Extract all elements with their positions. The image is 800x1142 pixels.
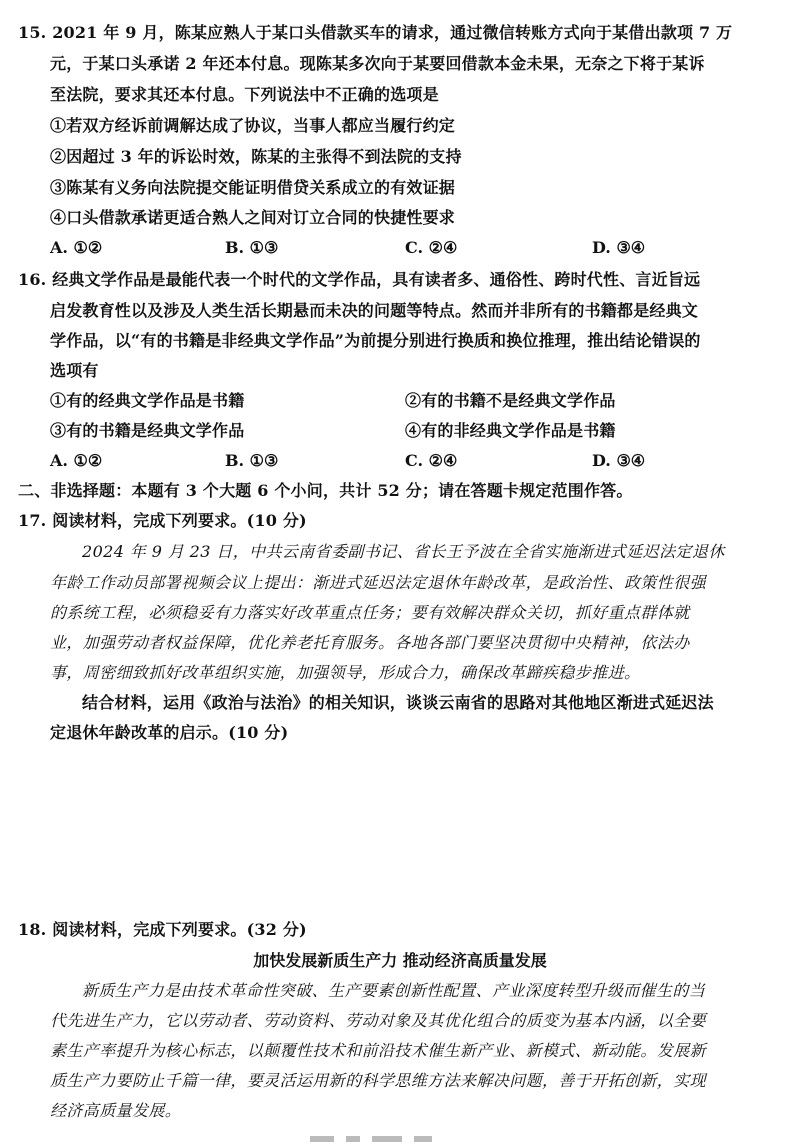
- q15-statement-4: ④口头借款承诺更适合熟人之间对订立合同的快捷性要求: [50, 208, 456, 227]
- q16-option-b: B. ①③: [225, 451, 279, 470]
- q17-question-line-1: 结合材料，运用《政治与法治》的相关知识，谈谈云南省的思路对其他地区渐进式延迟法: [82, 693, 714, 712]
- q17-title: 17. 阅读材料，完成下列要求。(10 分): [18, 511, 307, 530]
- q18-material-line-4: 质生产力要防止千篇一律，要灵活运用新的科学思维方法来解决问题，善于开拓创新，实现: [50, 1071, 707, 1090]
- q17-material-line-1: 2024 年 9 月 23 日，中共云南省委副书记、省长王予波在全省实施渐进式延迟法定退休: [82, 542, 725, 561]
- page-footer-fragment: [310, 1128, 460, 1142]
- q15-option-c: C. ②④: [405, 238, 458, 257]
- q16-stem-line-4: 选项有: [50, 361, 99, 380]
- q18-material-line-3: 素生产率提升为核心标志，以颠覆性技术和前沿技术催生新产业、新模式、新动能。发展新: [50, 1041, 707, 1060]
- q18-title: 18. 阅读材料，完成下列要求。(32 分): [18, 920, 307, 939]
- q16-option-a: A. ①②: [50, 451, 103, 470]
- q16-option-c: C. ②④: [405, 451, 458, 470]
- q15-statement-2: ②因超过 3 年的诉讼时效，陈某的主张得不到法院的支持: [50, 147, 462, 166]
- q17-material-line-5: 事，周密细致抓好改革组织实施，加强领导，形成合力，确保改革蹄疾稳步推进。: [50, 663, 641, 682]
- q18-material-heading: 加快发展新质生产力 推动经济高质量发展: [253, 951, 547, 970]
- q17-material-line-2: 年龄工作动员部署视频会议上提出：渐进式延迟法定退休年龄改革，是政治性、政策性很强: [50, 573, 707, 592]
- q18-material-line-5: 经济高质量发展。: [50, 1101, 182, 1120]
- q16-option-d: D. ③④: [592, 451, 646, 470]
- q16-statement-2: ②有的书籍不是经典文学作品: [405, 391, 616, 410]
- answer-space: [0, 760, 800, 910]
- q15-stem-line-3: 至法院，要求其还本付息。下列说法中不正确的选项是: [50, 85, 439, 104]
- q15-option-a: A. ①②: [50, 238, 103, 257]
- q16-statement-4: ④有的非经典文学作品是书籍: [405, 421, 616, 440]
- q15-stem-line-2: 元，于某口头承诺 2 年还本付息。现陈某多次向于某要回借款本金未果，无奈之下将于某诉: [50, 54, 705, 73]
- q16-statement-1: ①有的经典文学作品是书籍: [50, 391, 245, 410]
- q16-stem-line-3: 学作品，以“有的书籍是非经典文学作品”为前提分别进行换质和换位推理，推出结论错误的: [50, 331, 701, 350]
- q15-option-d: D. ③④: [592, 238, 646, 257]
- q16-statement-3: ③有的书籍是经典文学作品: [50, 421, 245, 440]
- q15-statement-3: ③陈某有义务向法院提交能证明借贷关系成立的有效证据: [50, 178, 456, 197]
- q15-option-b: B. ①③: [225, 238, 279, 257]
- q18-material-line-1: 新质生产力是由技术革命性突破、生产要素创新性配置、产业深度转型升级而催生的当: [82, 981, 706, 1000]
- section-heading-non-choice: 二、非选择题：本题有 3 个大题 6 个小问，共计 52 分；请在答题卡规定范围作答。: [18, 481, 633, 500]
- q15-statement-1: ①若双方经诉前调解达成了协议，当事人都应当履行约定: [50, 116, 456, 135]
- q18-material-line-2: 代先进生产力，它以劳动者、劳动资料、劳动对象及其优化组合的质变为基本内涵，以全要: [50, 1011, 707, 1030]
- footer-fragment-graphic: [310, 1128, 460, 1142]
- q17-question-line-2: 定退休年龄改革的启示。(10 分): [50, 723, 289, 742]
- q16-stem-line-1: 16. 经典文学作品是最能代表一个时代的文学作品，具有读者多、通俗性、跨时代性、言近旨远: [18, 270, 701, 289]
- q16-stem-line-2: 启发教育性以及涉及人类生活长期悬而未决的问题等特点。然而并非所有的书籍都是经典文: [50, 301, 699, 320]
- q17-material-line-3: 的系统工程，必须稳妥有力落实好改革重点任务；要有效解决群众关切，抓好重点群体就: [50, 603, 690, 622]
- q15-stem-line-1: 15. 2021 年 9 月，陈某应熟人于某口头借款买车的请求，通过微信转账方式向于某借出款项 7 万: [18, 23, 733, 42]
- q17-material-line-4: 业，加强劳动者权益保障，优化养老托育服务。各地各部门要坚决贯彻中央精神，依法办: [50, 633, 690, 652]
